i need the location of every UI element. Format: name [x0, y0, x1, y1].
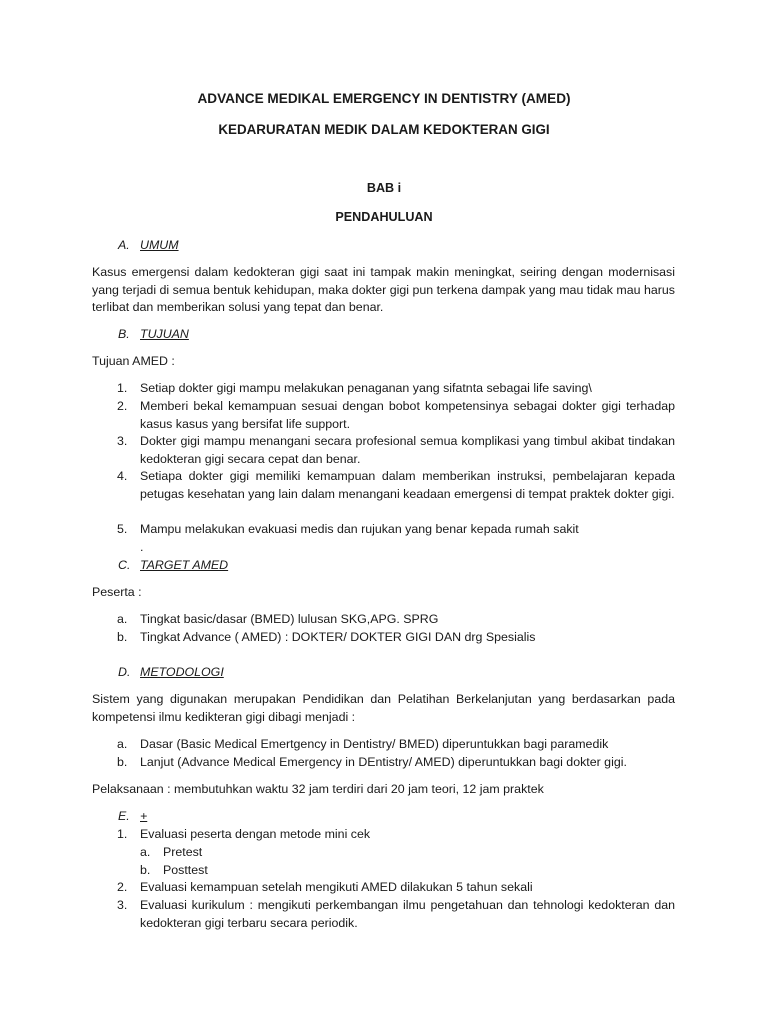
section-a-body: Kasus emergensi dalam kedokteran gigi saat ini tampak makin meningkat, seiring dengan modernisasi yang terjadi di semua bentuk kehidupan, maka dokter gigi pun terkena dampak yang mau tidak mau harus terlibat dan memberikan solusi yang tepat dan benar. [92, 265, 675, 314]
list-number: 1. [117, 381, 128, 395]
list-number: 3. [117, 434, 128, 448]
list-number: 5. [117, 522, 128, 536]
section-d-body: Sistem yang digunakan merupakan Pendidikan dan Pelatihan Berkelanjutan yang berdasarkan pada kompetensi ilmu kedikteran gigi dibagi menjadi : [92, 692, 675, 724]
chapter-label: BAB i [366, 181, 402, 195]
sub-list-letter: a. [140, 845, 151, 859]
peserta-intro: Peserta : [92, 585, 142, 599]
list-text: Memberi bekal kemampuan sesuai dengan bobot kompetensinya sebagai dokter gigi terhadap kasus kasus yang bersifat life support. [140, 399, 675, 431]
list-item [117, 468, 675, 503]
section-label: TUJUAN [140, 327, 189, 341]
section-letter: A. [118, 238, 130, 252]
section-letter: B. [118, 327, 130, 341]
sub-list-item [140, 862, 208, 880]
sub-list-item [140, 844, 202, 862]
list-text: Setiapa dokter gigi memiliki kemampuan dalam memberikan instruksi, pembelajaran kepada petugas kesehatan yang lain dalam menangani keadaan emergensi di tempat praktek dokter gigi. [140, 469, 675, 501]
sub-list-text: Posttest [163, 863, 208, 877]
section-c-heading [118, 557, 228, 575]
list-text: Setiap dokter gigi mampu melakukan penaganan yang sifatnta sebagai life saving\ [140, 381, 592, 395]
list-number: a. [117, 612, 128, 626]
list-number: 2. [117, 880, 128, 894]
list-text: Lanjut (Advance Medical Emergency in DEntistry/ AMED) diperuntukkan bagi dokter gigi. [140, 755, 627, 769]
list-number: a. [117, 737, 128, 751]
section-letter: D. [118, 665, 131, 679]
chapter-title: PENDAHULUAN [335, 210, 433, 224]
list-item [117, 380, 675, 398]
section-label: UMUM [140, 238, 179, 252]
list-item [117, 398, 675, 433]
sub-list-text: Pretest [163, 845, 203, 859]
list-text: Tingkat basic/dasar (BMED) lulusan SKG,APG. SPRG [140, 612, 439, 626]
list-text: Tingkat Advance ( AMED) : DOKTER/ DOKTER GIGI DAN drg Spesialis [140, 630, 536, 644]
section-letter: E. [118, 809, 130, 823]
list-item [117, 736, 675, 754]
list-item [117, 879, 675, 897]
list-number: 1. [117, 827, 128, 841]
list-text: Evaluasi peserta dengan metode mini cek [140, 827, 371, 841]
sub-list-letter: b. [140, 863, 151, 877]
list-number: 2. [117, 399, 128, 413]
list-text: Dokter gigi mampu menangani secara profesional semua komplikasi yang timbul akibat tindakan kedokteran gigi secara cepat dan benar. [140, 434, 675, 466]
document-subtitle: KEDARURATAN MEDIK DALAM KEDOKTERAN GIGI [218, 122, 550, 137]
list-number: 3. [117, 898, 128, 912]
list-item [117, 433, 675, 468]
list-text: Evaluasi kemampuan setelah mengikuti AMED dilakukan 5 tahun sekali [140, 880, 533, 894]
trailing-period: . [140, 540, 144, 554]
list-text: Evaluasi kurikulum : mengikuti perkembangan ilmu pengetahuan dan tehnologi kedokteran dan kedokteran gigi terbaru secara periodik. [140, 898, 675, 930]
list-item [117, 826, 675, 844]
section-label: + [140, 809, 148, 823]
list-number: 4. [117, 469, 128, 483]
list-number: b. [117, 630, 128, 644]
section-letter: C. [118, 558, 131, 572]
section-b-heading [118, 326, 189, 344]
section-a-heading [118, 237, 179, 255]
section-label: METODOLOGI [140, 665, 224, 679]
list-text: Dasar (Basic Medical Emertgency in Dentistry/ BMED) diperuntukkan bagi paramedik [140, 737, 609, 751]
list-item [117, 897, 675, 932]
list-item [117, 521, 675, 539]
section-label: TARGET AMED [140, 558, 229, 572]
list-text: Mampu melakukan evakuasi medis dan rujukan yang benar kepada rumah sakit [140, 522, 579, 536]
pelaksanaan-line: Pelaksanaan : membutuhkan waktu 32 jam terdiri dari 20 jam teori, 12 jam praktek [92, 782, 544, 796]
list-item [117, 754, 675, 772]
tujuan-intro: Tujuan AMED : [92, 354, 175, 368]
list-item [117, 611, 675, 629]
document-title: ADVANCE MEDIKAL EMERGENCY IN DENTISTRY (AMED) [197, 91, 571, 106]
list-number: b. [117, 755, 128, 769]
section-e-heading [118, 808, 147, 826]
list-item [117, 629, 675, 647]
section-d-heading [118, 664, 224, 682]
